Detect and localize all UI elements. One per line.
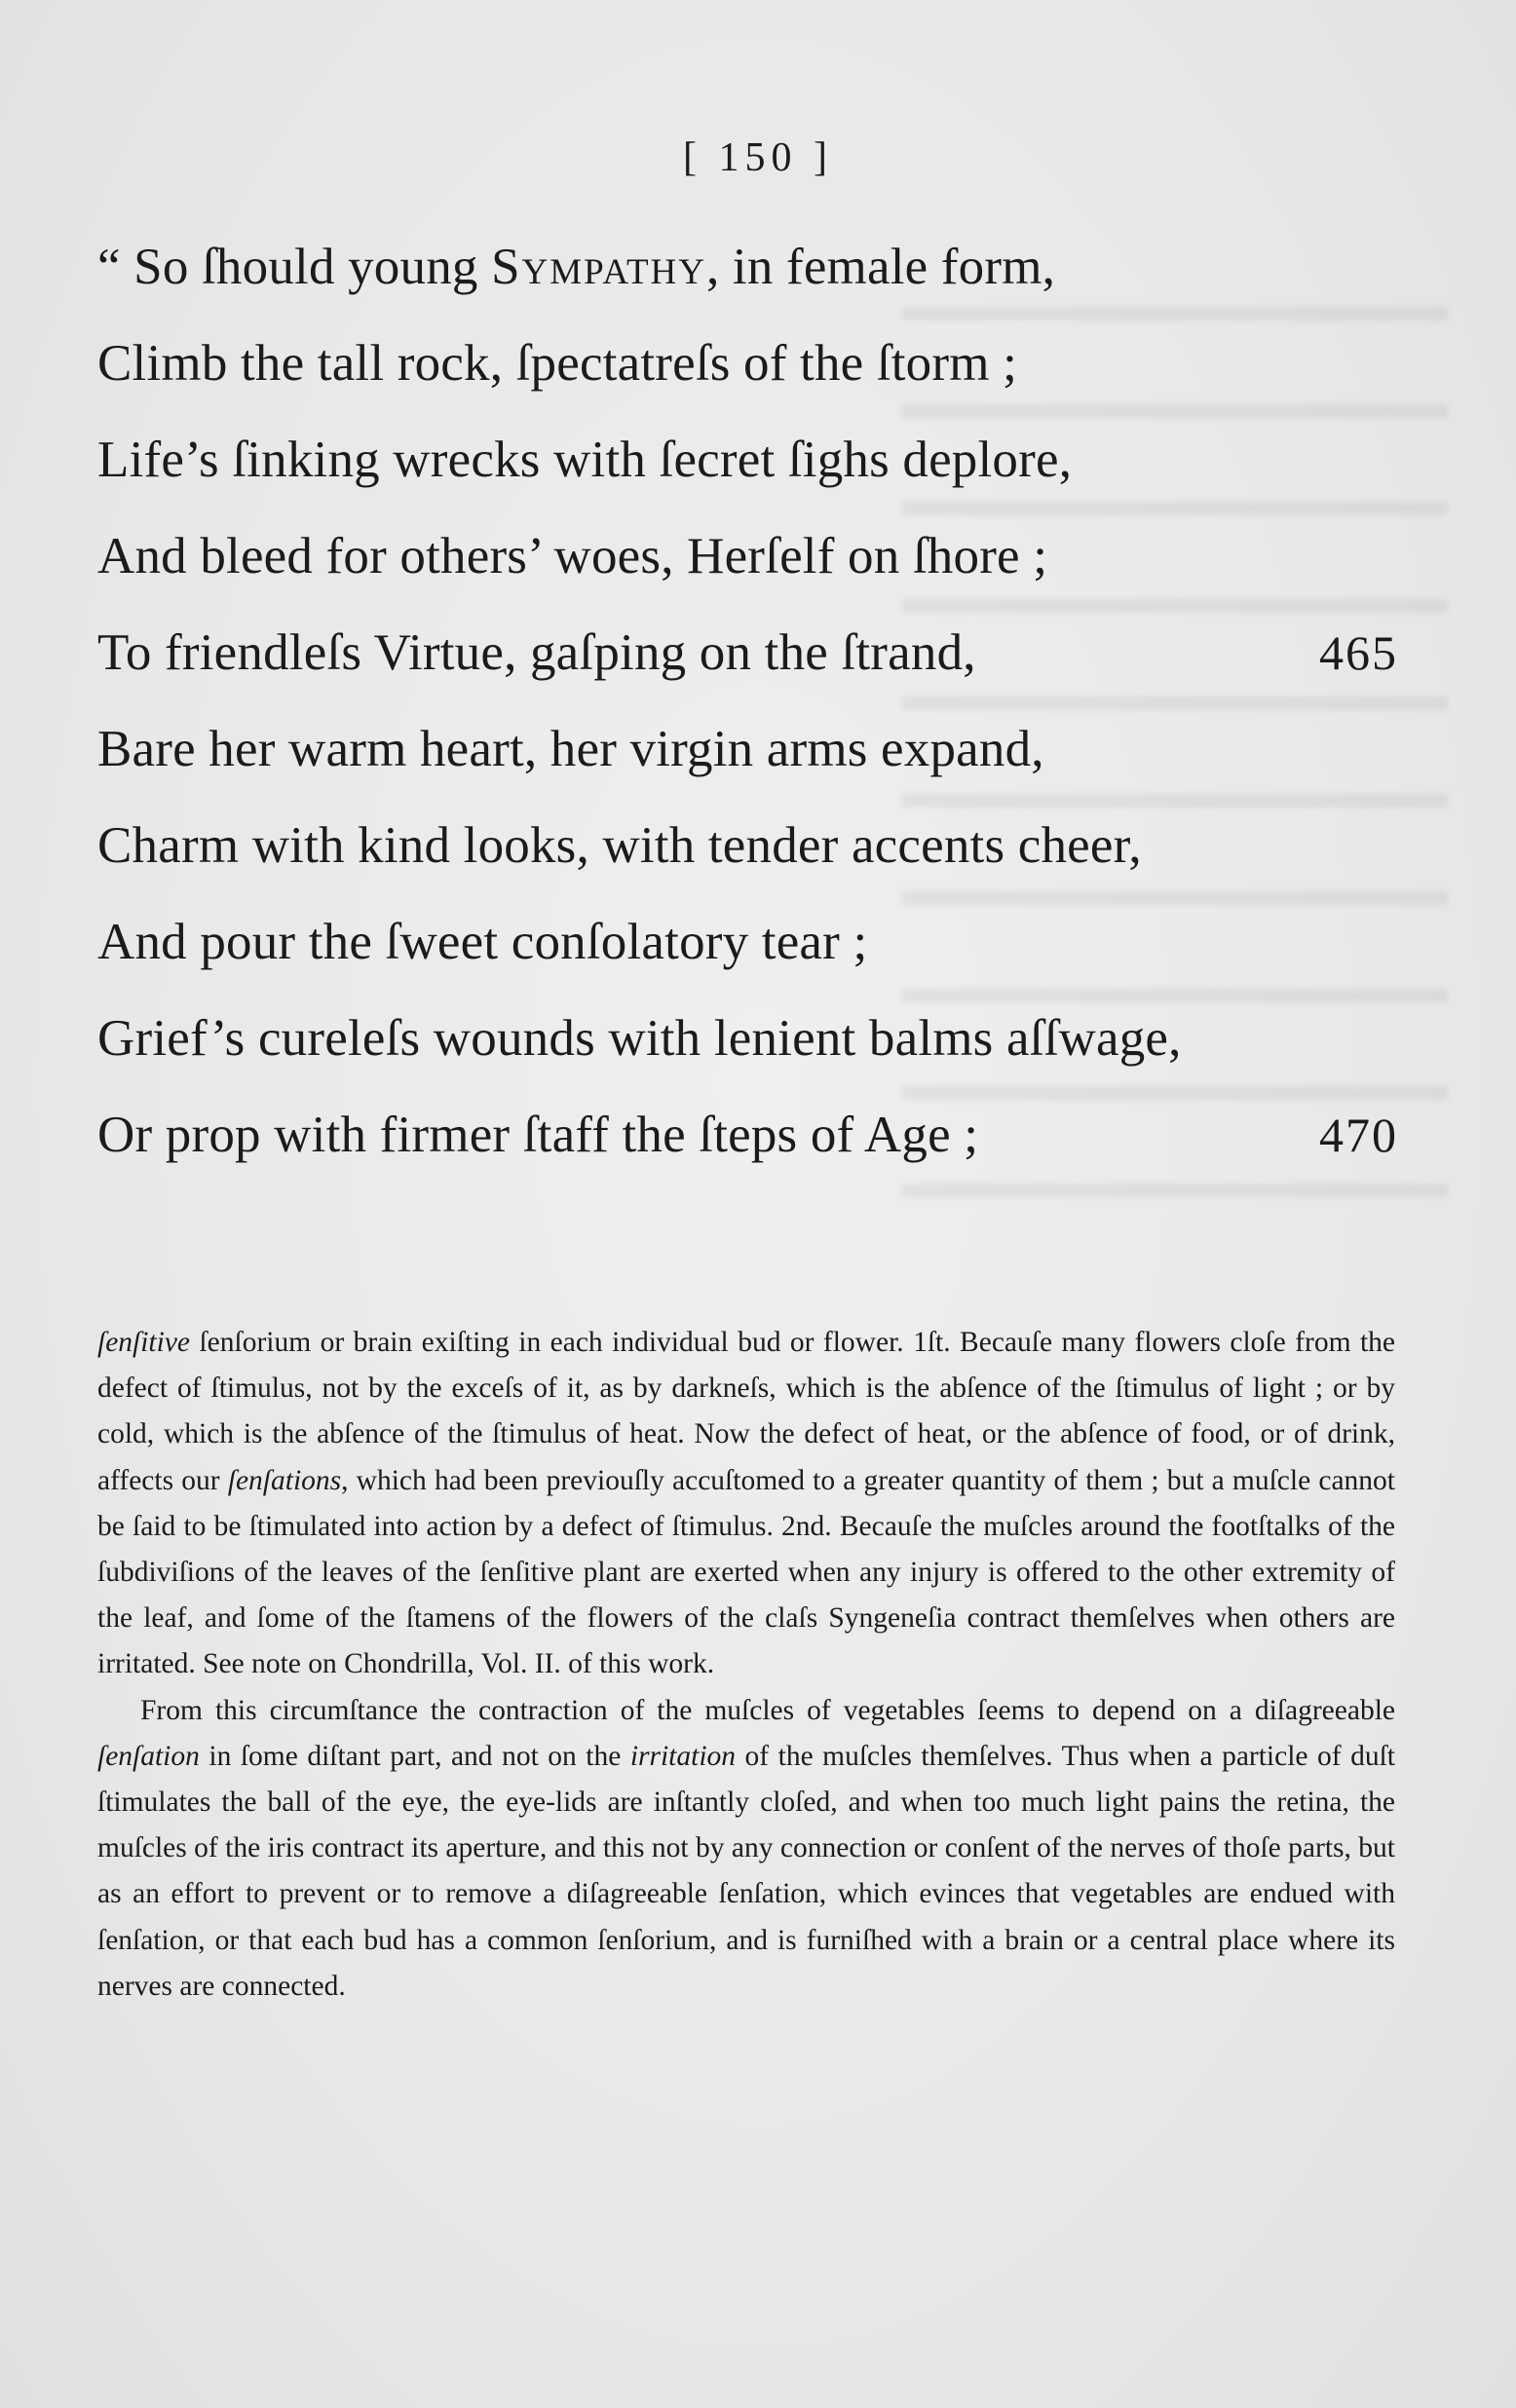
footnote-text: , which had been previouſly accuſtomed to a greater quantity of them ; but a muſcle cannot be ſaid to be ſtimulated into action by a defect of ſtimulus. 2nd. Becauſe the muſcles around the footſtalks of the ſubdiviſions of the leaves of the ſenſitive plant are exerted when any injury is offered to the other extremity of the leaf, and ſome of the ſtamens of the flowers of the claſs Syngeneſia contract themſelves when others are irritated. See note on Chondrilla, Vol. II. of this work.	[97, 1464, 1396, 1680]
verse-small-caps: Sympathy	[491, 239, 706, 295]
verse-line	[97, 991, 1398, 1087]
verse-text-part: “ So ſhould young	[97, 239, 492, 295]
verse-line	[97, 508, 1398, 605]
footnote-text: ſenſorium or brain exiſting in each individual bud or flower. 1ſt. Becauſe many flowers cloſe from the defect of ſtimulus, not by the exceſs of it, as by darkneſs, which is the abſence of the ſtimulus of light ; or by cold, which is the abſence of the ſtimulus of heat. Now the defect of heat, or the abſence of food, or of drink, affects our	[97, 1327, 1395, 1496]
footnote-text: in ſome diſtant part, and not on the	[199, 1740, 630, 1772]
footnote-italic: ſenſation	[97, 1740, 200, 1772]
poem-verses	[97, 219, 1398, 1184]
verse-text: Bare her warm heart, her virgin arms expand,	[97, 721, 1044, 777]
footnote-italic: irritation	[629, 1740, 737, 1772]
page-number-value: 150	[718, 135, 798, 180]
line-number: 465	[1319, 625, 1398, 680]
verse-line	[97, 605, 1398, 701]
verse-text: To friendleſs Virtue, gaſping on the ſtrand,	[97, 624, 976, 681]
line-number: 470	[1319, 1108, 1398, 1162]
verse-text: And bleed for others’ woes, Herſelf on ſhore ;	[97, 528, 1048, 584]
verse-line	[97, 798, 1398, 894]
verse-text: Grief’s cureleſs wounds with lenient balms aſſwage,	[97, 1010, 1182, 1067]
verse-text: Charm with kind looks, with tender accents cheer,	[97, 817, 1142, 874]
verse-line	[97, 1087, 1398, 1184]
footnote-italic: ſenſations	[227, 1464, 342, 1496]
page-number-bracket-open: [	[683, 135, 702, 180]
footnote-paragraph	[97, 1320, 1395, 1688]
footnote-text: From this circumſtance the contraction of the muſcles of vegetables ſeems to depend on a diſagreeable	[140, 1694, 1395, 1726]
footnote-italic: ſenſitive	[97, 1327, 191, 1358]
page-number-bracket-close: ]	[814, 135, 833, 180]
verse-text-part: , in female form,	[706, 239, 1056, 295]
page-number	[0, 134, 1516, 181]
verse-line	[97, 894, 1398, 991]
footnote-paragraph	[97, 1688, 1395, 2010]
verse-line	[97, 316, 1398, 412]
verse-text: And pour the ſweet conſolatory tear ;	[97, 914, 868, 970]
verse-line	[97, 412, 1398, 508]
verse-text: Climb the tall rock, ſpectatreſs of the ſtorm ;	[97, 335, 1018, 392]
verse-line	[97, 701, 1398, 798]
verse-text: Life’s ſinking wrecks with ſecret ſighs deplore,	[97, 432, 1073, 488]
verse-line	[97, 219, 1398, 316]
footnote-block	[97, 1320, 1395, 2010]
verse-text	[97, 219, 1055, 316]
footnote-text: of the muſcles themſelves. Thus when a particle of duſt ſtimulates the ball of the eye, the eye-lids are inſtantly cloſed, and when too much light pains the retina, the muſcles of the iris contract its aperture, and this not by any connection or conſent of the nerves of thoſe parts, but as an effort to prevent or to remove a diſagreeable ſenſation, which evinces that vegetables are endued with ſenſation, or that each bud has a common ſenſorium, and is furniſhed with a brain or a central place where its nerves are connected.	[97, 1740, 1395, 2002]
verse-text: Or prop with firmer ſtaff the ſteps of Age ;	[97, 1107, 979, 1163]
